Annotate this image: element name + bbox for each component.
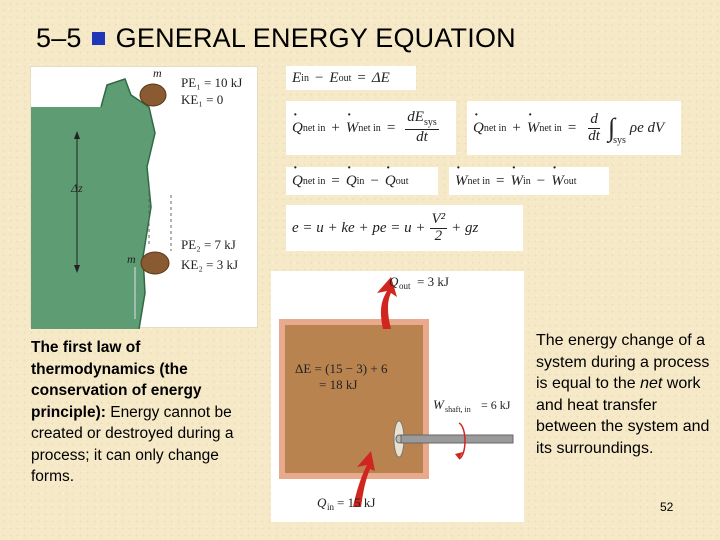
title-number: 5–5 bbox=[36, 22, 82, 53]
ke2-label: KE₂ = 3 kJ bbox=[181, 257, 239, 272]
svg-text:= 6 kJ: = 6 kJ bbox=[481, 398, 511, 412]
fraction-v2-2: $\frac{\text{V²}}{2}$ bbox=[431, 210, 446, 244]
pe1-label: PE₁ = 10 kJ bbox=[181, 75, 243, 90]
svg-text:= 15 kJ: = 15 kJ bbox=[337, 495, 376, 510]
equation-net-work: · W net in = · W in − · W out bbox=[449, 167, 609, 195]
equation-integral-form: · Q net in + · W net in = $\frac{d}{dt}$ ∫ sys ρe dV bbox=[467, 101, 681, 155]
mass-top bbox=[140, 84, 166, 106]
mass-top-label: m bbox=[153, 67, 162, 80]
w-shaft-label: W bbox=[433, 397, 444, 412]
equation-specific-energy: e = u + ke + pe = u + $\frac{\text{V²}}{2}$ + gz bbox=[286, 205, 523, 251]
first-law-rest: Energy cannot be created or destroyed during a process; it can only change forms. bbox=[31, 403, 234, 485]
svg-text:out: out bbox=[399, 281, 411, 291]
mass-bottom-label: m bbox=[127, 252, 136, 266]
shaft bbox=[401, 435, 513, 443]
cliff-diagram bbox=[31, 67, 259, 329]
fraction-dE-dt: $\frac{dE_{sys}}{dt}$ bbox=[407, 109, 437, 145]
fraction-d-dt: $\frac{d}{dt}$ bbox=[588, 110, 600, 144]
q-out-label: Q bbox=[389, 274, 399, 289]
slide-number: 52 bbox=[660, 500, 674, 514]
tank-figure bbox=[271, 271, 524, 522]
first-law-text bbox=[31, 337, 263, 488]
integral-sign-icon: ∫ bbox=[607, 113, 616, 142]
equation-energy-balance: E in − E out = ΔE bbox=[286, 66, 416, 90]
ke1-label: KE₁ = 0 bbox=[181, 92, 224, 107]
cliff-figure bbox=[30, 66, 258, 328]
title-text: GENERAL ENERGY EQUATION bbox=[115, 22, 516, 53]
equation-rate-form: · Q net in + · W net in = $\frac{dE_{sys}}{dt}$ bbox=[286, 101, 456, 155]
dz-label: Δz bbox=[71, 181, 83, 195]
pe2-label: PE₂ = 7 kJ bbox=[181, 237, 236, 252]
net-emphasis: net bbox=[640, 375, 663, 392]
cliff-rock bbox=[31, 79, 155, 329]
square-bullet-icon bbox=[92, 32, 105, 45]
energy-change-text: The energy change of a system during a process is equal to the net work and heat transfer between the system and its surroundings. bbox=[536, 332, 710, 457]
delta-e-line1: ΔE = (15 − 3) + 6 bbox=[295, 361, 388, 376]
q-in-label: Q bbox=[317, 495, 327, 510]
first-law-bold: The first law of thermodynamics (the conservation of energy principle): bbox=[31, 339, 202, 421]
equation-net-heat: · Q net in = · Q in − · Q out bbox=[286, 167, 438, 195]
tank-diagram bbox=[271, 271, 524, 522]
mass-bottom bbox=[141, 252, 169, 274]
svg-text:shaft, in: shaft, in bbox=[445, 405, 471, 414]
svg-text:in: in bbox=[327, 502, 335, 512]
delta-e-line2: = 18 kJ bbox=[319, 377, 358, 392]
slide-title bbox=[36, 18, 516, 58]
svg-text:= 3 kJ: = 3 kJ bbox=[417, 274, 449, 289]
